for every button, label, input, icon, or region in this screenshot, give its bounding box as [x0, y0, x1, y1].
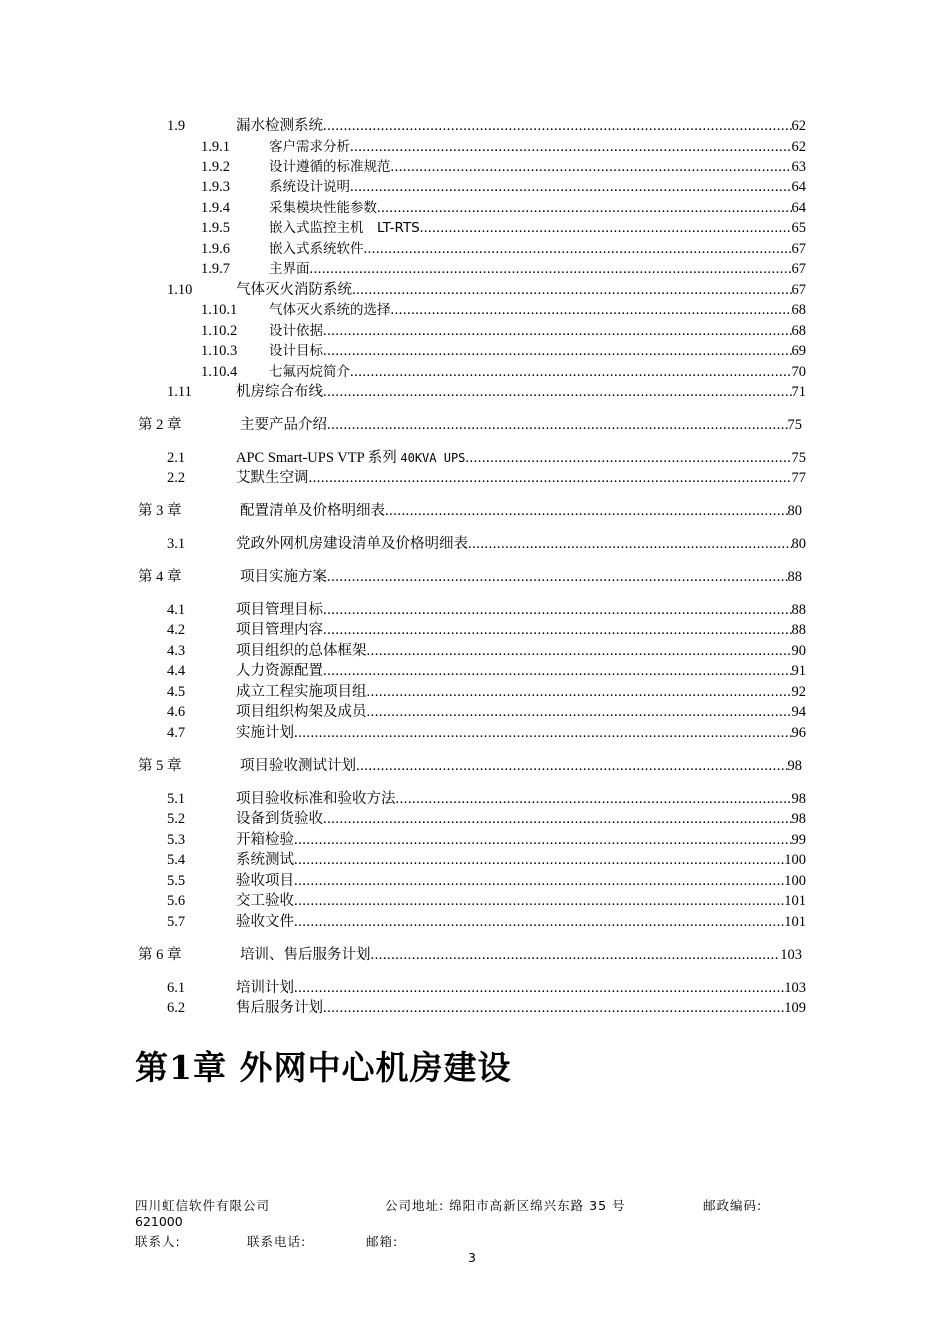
toc-title-text: 气体灭火系统的选择 — [269, 302, 391, 318]
toc-page-number: 100 — [784, 852, 806, 868]
toc-leader-dots — [310, 259, 792, 279]
toc-leader-dots — [367, 641, 792, 661]
toc-title — [240, 501, 385, 521]
toc-entry[interactable] — [167, 871, 806, 891]
toc-entry[interactable] — [201, 218, 806, 238]
toc-page-number: 100 — [784, 873, 806, 889]
toc-number: 1.9.1 — [201, 139, 230, 155]
chapter-heading: 第1章 外网中心机房建设 — [135, 1048, 512, 1087]
toc-title-text: 系统测试 — [236, 852, 294, 868]
toc-page-number: 77 — [791, 470, 806, 486]
toc-title — [240, 756, 356, 776]
toc-leader-dots — [323, 620, 792, 640]
toc-title-text: 设计依据 — [269, 323, 323, 339]
toc-entry[interactable] — [167, 891, 806, 911]
toc-entry[interactable] — [167, 998, 806, 1018]
toc-number: 1.9.6 — [201, 241, 230, 257]
toc-entry[interactable] — [167, 702, 806, 722]
toc-title — [236, 661, 323, 681]
toc-title — [236, 702, 367, 722]
toc-leader-dots — [323, 116, 792, 136]
toc-number: 1.9.3 — [201, 179, 230, 195]
toc-leader-dots — [327, 415, 788, 435]
toc-title-text: 系统设计说明 — [269, 179, 350, 195]
toc-leader-dots — [294, 850, 784, 870]
toc-page-number: 88 — [787, 569, 802, 585]
toc-page-number: 99 — [791, 832, 806, 848]
toc-title-text: 嵌入式系统软件 — [269, 241, 364, 257]
toc-leader-dots — [323, 321, 792, 341]
toc-leader-dots — [367, 682, 792, 702]
toc-title-text: 项目实施方案 — [240, 569, 327, 585]
toc-number: 第 5 章 — [138, 758, 182, 774]
toc-entry[interactable] — [138, 945, 802, 965]
toc-entry[interactable] — [201, 198, 806, 218]
toc-entry[interactable] — [201, 239, 806, 259]
toc-title — [236, 978, 294, 998]
toc-entry[interactable] — [201, 157, 806, 177]
toc-title-text: 主界面 — [269, 261, 310, 277]
toc-title — [236, 871, 294, 891]
toc-title — [269, 259, 310, 279]
toc-entry[interactable] — [167, 789, 806, 809]
toc-leader-dots — [323, 341, 792, 361]
toc-title-text: 培训、售后服务计划 — [240, 947, 371, 963]
toc-number: 2.2 — [167, 470, 186, 486]
toc-number: 1.9.2 — [201, 159, 230, 175]
toc-page-number: 67 — [791, 282, 806, 298]
toc-page-number: 98 — [791, 811, 806, 827]
toc-leader-dots — [356, 756, 788, 776]
toc-number: 5.4 — [167, 852, 186, 868]
toc-number: 5.5 — [167, 873, 186, 889]
toc-number: 5.1 — [167, 791, 186, 807]
toc-number: 4.3 — [167, 643, 186, 659]
toc-title — [240, 415, 327, 435]
toc-title — [269, 300, 391, 320]
toc-entry[interactable] — [167, 382, 806, 402]
toc-page-number: 91 — [791, 663, 806, 679]
toc-entry[interactable] — [167, 661, 806, 681]
toc-title — [236, 641, 367, 661]
toc-title — [236, 682, 367, 702]
toc-leader-dots — [294, 723, 792, 743]
footer-contact: 联系人: — [135, 1234, 181, 1249]
toc-title-text: 人力资源配置 — [236, 663, 323, 679]
toc-page-number: 103 — [780, 947, 802, 963]
toc-leader-dots — [465, 448, 791, 468]
toc-page-number: 64 — [791, 200, 806, 216]
toc-leader-dots — [294, 912, 784, 932]
toc-number: 1.9.5 — [201, 220, 230, 236]
toc-leader-dots — [367, 702, 792, 722]
toc-title-text: 项目组织的总体框架 — [236, 643, 367, 659]
toc-title-text: 采集模块性能参数 — [269, 200, 377, 216]
toc-number: 3.1 — [167, 536, 186, 552]
toc-page-number: 80 — [791, 536, 806, 552]
toc-number: 5.7 — [167, 914, 186, 930]
toc-page-number: 68 — [791, 302, 806, 318]
toc-page-number: 88 — [791, 622, 806, 638]
toc-page-number: 90 — [791, 643, 806, 659]
toc-number: 4.7 — [167, 725, 186, 741]
toc-page-number: 68 — [791, 323, 806, 339]
toc-entry[interactable] — [201, 341, 806, 361]
toc-title — [236, 448, 465, 468]
toc-title-text: 项目验收标准和验收方法 — [236, 791, 396, 807]
toc-page-number: 64 — [791, 179, 806, 195]
toc-page-number: 98 — [791, 791, 806, 807]
toc-page-number: 67 — [791, 241, 806, 257]
toc-entry[interactable] — [201, 321, 806, 341]
toc-entry[interactable] — [167, 534, 806, 554]
toc-entry[interactable] — [167, 850, 806, 870]
toc-entry[interactable] — [201, 137, 806, 157]
toc-entry[interactable] — [201, 259, 806, 279]
toc-page-number: 88 — [791, 602, 806, 618]
toc-number: 1.9.7 — [201, 261, 230, 277]
toc-page-number: 67 — [791, 261, 806, 277]
toc-title-text: 设计目标 — [269, 343, 323, 359]
toc-title-text: 漏水检测系统 — [236, 118, 323, 134]
toc-title — [236, 723, 294, 743]
footer-postal-label: 邮政编码: — [703, 1198, 763, 1213]
toc-page-number: 75 — [787, 417, 802, 433]
toc-title — [240, 945, 371, 965]
toc-entry[interactable] — [167, 809, 806, 829]
toc-title — [236, 809, 323, 829]
toc-number: 4.2 — [167, 622, 186, 638]
toc-leader-dots — [371, 945, 781, 965]
toc-number: 5.3 — [167, 832, 186, 848]
toc-title — [269, 198, 377, 218]
toc-title — [236, 891, 294, 911]
toc-entry[interactable] — [138, 415, 802, 435]
toc-title-text: 嵌入式监控主机 LT-RTS — [269, 220, 420, 236]
toc-leader-dots — [294, 891, 784, 911]
toc-leader-dots — [294, 978, 784, 998]
toc-title — [236, 912, 294, 932]
toc-title-text: 客户需求分析 — [269, 139, 350, 155]
toc-title — [236, 468, 309, 488]
toc-title-text: 验收文件 — [236, 914, 294, 930]
toc-leader-dots — [294, 830, 792, 850]
toc-leader-dots — [391, 157, 792, 177]
toc-number: 4.1 — [167, 602, 186, 618]
toc-title — [236, 116, 323, 136]
toc-title — [236, 789, 396, 809]
toc-title-text: 设备到货验收 — [236, 811, 323, 827]
toc-leader-dots — [396, 789, 792, 809]
toc-title-text: APC Smart-UPS VTP 系列 — [236, 450, 401, 466]
toc-page-number: 69 — [791, 343, 806, 359]
toc-entry[interactable] — [138, 501, 802, 521]
toc-entry[interactable] — [201, 177, 806, 197]
footer-company: 四川虹信软件有限公司 — [135, 1198, 271, 1213]
toc-number: 1.9 — [167, 118, 186, 134]
toc-page-number: 101 — [784, 893, 806, 909]
toc-title-text: 开箱检验 — [236, 832, 294, 848]
toc-number: 第 4 章 — [138, 569, 182, 585]
toc-title-text: 配置清单及价格明细表 — [240, 503, 385, 519]
toc-leader-dots — [323, 382, 792, 402]
toc-entry[interactable] — [138, 567, 802, 587]
toc-page-number: 103 — [784, 980, 806, 996]
toc-leader-dots — [468, 534, 792, 554]
toc-leader-dots — [323, 600, 792, 620]
toc-entry[interactable] — [167, 682, 806, 702]
toc-number: 2.1 — [167, 450, 186, 466]
toc-page-number: 70 — [791, 364, 806, 380]
footer-postal-code: 621000 — [135, 1214, 183, 1229]
toc-title — [236, 830, 294, 850]
toc-entry[interactable] — [167, 620, 806, 640]
toc-entry[interactable] — [138, 756, 802, 776]
toc-leader-dots — [323, 998, 784, 1018]
toc-title — [236, 280, 352, 300]
toc-entry[interactable] — [167, 723, 806, 743]
toc-title-text: 机房综合布线 — [236, 384, 323, 400]
toc-number: 1.10.4 — [201, 364, 238, 380]
toc-entry[interactable] — [201, 362, 806, 382]
toc-leader-dots — [350, 177, 792, 197]
page-number: 3 — [468, 1250, 476, 1265]
toc-leader-dots — [309, 468, 792, 488]
toc-title — [236, 620, 323, 640]
toc-title — [236, 998, 323, 1018]
toc-leader-dots — [420, 218, 792, 238]
toc-entry[interactable] — [167, 641, 806, 661]
toc-title-text: 实施计划 — [236, 725, 294, 741]
toc-title-text: 项目组织构架及成员 — [236, 704, 367, 720]
toc-title-text: 售后服务计划 — [236, 1000, 323, 1016]
toc-page-number: 101 — [784, 914, 806, 930]
toc-entry[interactable] — [167, 912, 806, 932]
toc-page-number: 80 — [787, 503, 802, 519]
toc-page-number: 65 — [791, 220, 806, 236]
toc-title — [236, 534, 468, 554]
toc-leader-dots — [350, 137, 792, 157]
toc-title-model: 40KVA UPS — [400, 451, 466, 465]
toc-title — [269, 137, 350, 157]
toc-title — [236, 600, 323, 620]
toc-title-text: 验收项目 — [236, 873, 294, 889]
toc-entry[interactable] — [201, 300, 806, 320]
toc-page-number: 71 — [791, 384, 806, 400]
toc-leader-dots — [294, 871, 784, 891]
toc-title — [269, 157, 391, 177]
toc-title — [236, 382, 323, 402]
footer-phone: 联系电话: — [247, 1234, 307, 1249]
toc-number: 6.1 — [167, 980, 186, 996]
toc-number: 1.9.4 — [201, 200, 230, 216]
toc-title — [269, 177, 350, 197]
toc-page-number: 63 — [791, 159, 806, 175]
toc-number: 4.5 — [167, 684, 186, 700]
toc-page-number: 96 — [791, 725, 806, 741]
toc-number: 第 3 章 — [138, 503, 182, 519]
toc-entry[interactable] — [167, 280, 806, 300]
toc-page-number: 92 — [791, 684, 806, 700]
toc-leader-dots — [391, 300, 792, 320]
toc-leader-dots — [352, 280, 792, 300]
toc-title-text: 成立工程实施项目组 — [236, 684, 367, 700]
toc-number: 5.6 — [167, 893, 186, 909]
toc-number: 1.10 — [167, 282, 193, 298]
toc-number: 1.10.3 — [201, 343, 238, 359]
toc-page-number: 62 — [791, 118, 806, 134]
toc-entry[interactable] — [167, 978, 806, 998]
toc-title-text: 项目验收测试计划 — [240, 758, 356, 774]
toc-title — [240, 567, 327, 587]
toc-leader-dots — [377, 198, 792, 218]
toc-page-number: 98 — [787, 758, 802, 774]
toc-title-text: 项目管理目标 — [236, 602, 323, 618]
toc-title-text: 培训计划 — [236, 980, 294, 996]
toc-number: 1.11 — [167, 384, 192, 400]
toc-number: 第 6 章 — [138, 947, 182, 963]
toc-number: 4.4 — [167, 663, 186, 679]
toc-title — [269, 321, 323, 341]
toc-title — [236, 850, 294, 870]
toc-leader-dots — [323, 661, 792, 681]
toc-title-text: 艾默生空调 — [236, 470, 309, 486]
toc-page-number: 62 — [791, 139, 806, 155]
toc-title-text: 项目管理内容 — [236, 622, 323, 638]
toc-title-text: 党政外网机房建设清单及价格明细表 — [236, 536, 468, 552]
toc-title — [269, 362, 350, 382]
toc-entry[interactable] — [167, 600, 806, 620]
toc-entry[interactable] — [167, 448, 806, 468]
toc-number: 5.2 — [167, 811, 186, 827]
toc-page-number: 109 — [784, 1000, 806, 1016]
toc-title — [269, 239, 364, 259]
toc-number: 6.2 — [167, 1000, 186, 1016]
toc-title — [269, 341, 323, 361]
footer-email: 邮箱: — [366, 1234, 399, 1249]
toc-number: 1.10.2 — [201, 323, 238, 339]
toc-title-text: 交工验收 — [236, 893, 294, 909]
toc-number: 1.10.1 — [201, 302, 238, 318]
footer-address: 公司地址: 绵阳市高新区绵兴东路 35 号 — [385, 1198, 626, 1213]
toc-leader-dots — [350, 362, 792, 382]
toc-entry[interactable] — [167, 468, 806, 488]
toc-entry[interactable] — [167, 830, 806, 850]
toc-title-text: 主要产品介绍 — [240, 417, 327, 433]
toc-number: 4.6 — [167, 704, 186, 720]
toc-entry[interactable] — [167, 116, 806, 136]
toc-leader-dots — [364, 239, 792, 259]
toc-title-text: 七氟丙烷简介 — [269, 364, 350, 380]
toc-leader-dots — [327, 567, 788, 587]
toc-title-text: 气体灭火消防系统 — [236, 282, 352, 298]
toc-title-text: 设计遵循的标准规范 — [269, 159, 391, 175]
toc-title — [269, 218, 420, 238]
toc-number: 第 2 章 — [138, 417, 182, 433]
toc-leader-dots — [385, 501, 788, 521]
toc-page-number: 94 — [791, 704, 806, 720]
toc-leader-dots — [323, 809, 792, 829]
toc-page-number: 75 — [791, 450, 806, 466]
